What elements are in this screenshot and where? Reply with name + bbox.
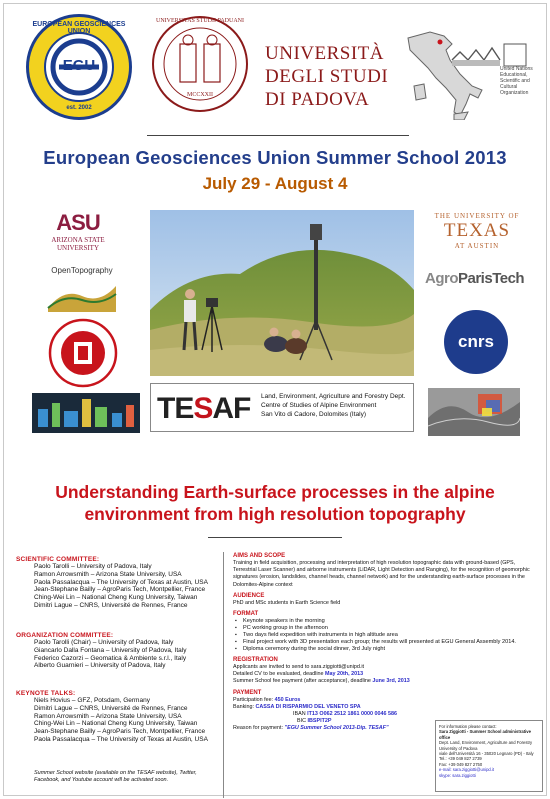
info-line: Tel.: +39 049 827 2739 — [439, 756, 482, 762]
ut-bottom: AT AUSTIN — [454, 242, 500, 250]
main-title-line-2: environment from high resolution topography — [84, 504, 466, 524]
tesaf-logo-c: AF — [212, 392, 251, 425]
ut-austin-logo — [432, 212, 522, 250]
footer-note: Summer School website (available on the TESAF website), Twitter, Facebook, and Youtube account will be activated soon. — [34, 770, 197, 783]
info-line: For information please contact: — [439, 724, 497, 729]
format-heading: FORMAT — [233, 611, 259, 618]
payment-iban — [233, 711, 433, 718]
scientific-committee — [16, 556, 221, 610]
list-item: Jean-Stephane Bailly – AgroParis Tech, Montpellier, France — [34, 586, 206, 594]
asu-logo — [48, 210, 108, 265]
registration-line-1: Applicants are invited to send to sara.ziggiotti@unipd.it — [233, 664, 365, 671]
university-line-1: UNIVERSITÀ — [265, 43, 384, 64]
ncku-seal — [48, 318, 118, 388]
banking-label: Banking: — [233, 703, 256, 710]
registration-line-2 — [233, 671, 538, 678]
list-item: ▪ Diploma ceremony during the social dinner, 3rd July night — [233, 646, 538, 653]
info-line: University of Padova — [439, 745, 478, 751]
main-title — [0, 481, 550, 525]
tesaf-line-1: Land, Environment, Agriculture and Forestry Dept. — [261, 393, 406, 400]
fee-value: 450 Euros — [274, 696, 301, 703]
keynote-talks-list — [16, 697, 221, 744]
list-item: Giancarlo Dalla Fontana – University of Padova, Italy — [34, 646, 187, 654]
padova-seal — [150, 14, 250, 114]
reason-value: "EGU Summer School 2013-Dip. TESAF" — [284, 725, 389, 732]
info-line: viale dell'Università 16 - 35020 Legnaro (PD) - Italy — [439, 751, 534, 757]
registration-text — [233, 664, 538, 686]
aims-heading: AIMS AND SCOPE — [233, 553, 286, 559]
list-item: Federico Cazorzi – Geomatica & Ambiente s.r.l., Italy — [34, 654, 187, 662]
header-divider — [147, 135, 409, 136]
list-item: Paola Passalacqua – The University of Texas at Austin, USA — [34, 735, 208, 743]
tesaf-logo — [157, 392, 250, 426]
payment-banking — [233, 704, 433, 711]
iban-value: IT13 O062 2512 1861 0000 0046 586 — [307, 711, 398, 718]
keynote-talks-heading: KEYNOTE TALKS: — [16, 690, 76, 697]
egu-logo-mark: EGU — [62, 57, 96, 74]
list-item: Jean-Stephane Bailly – AgroParis Tech, Montpellier, France — [34, 728, 206, 736]
lidar-city-image — [32, 393, 140, 433]
aims-text: Training in field acquisition, processing and interpretation of high resolution topographic data with ground-based (GPS, Terrestrial Laser Scanner) and airborne instruments (LiDAR, Light Detection and Ranging), for the recognition of geomorphic signatures (erosion, landslides, channel heads, channel network) and for the understanding earth-surface processes in the Dolomites-Alpine context — [233, 560, 530, 588]
fee-label: Participation fee: — [233, 696, 275, 703]
list-item: Alberto Guarnieri – University of Padova, Italy — [34, 662, 166, 670]
info-line: Sara Ziggiotti - Summer School administrative office — [439, 729, 531, 740]
list-item: Paola Passalacqua – The University of Texas at Austin, USA — [34, 578, 208, 586]
reason-label: Reason for payment: — [233, 725, 285, 732]
payment-bic — [233, 718, 433, 725]
field-photo — [150, 210, 414, 376]
format-list — [233, 618, 538, 653]
bic-label: BIC — [297, 718, 308, 725]
main-title-line-1: Understanding Earth-surface processes in the alpine — [55, 482, 495, 502]
list-item: ▪ Keynote speakers in the morning — [233, 618, 538, 625]
info-line: Dept. Land, Environment, Agriculture and Forestry — [439, 740, 533, 746]
organization-committee-list — [16, 639, 221, 670]
bic-value: IBSPIT2P — [307, 718, 332, 725]
list-item: Dimitri Lague – CNRS, Université de Rennes, France — [34, 704, 188, 712]
list-item: Paolo Tarolli – University of Padova, Italy — [34, 563, 152, 570]
asu-line-1: ARIZONA STATE — [51, 236, 105, 244]
info-email[interactable]: e-mail: sara.ziggiotti@unipd.it — [439, 767, 494, 773]
opentopography-logo — [42, 268, 122, 316]
list-item: ▪ Final project work with 3D presentation each group; the results will presented at EGU General Assembly 2014. — [233, 639, 538, 646]
tesaf-logo-b: S — [193, 392, 213, 425]
tesaf-info — [261, 392, 406, 419]
university-name — [265, 42, 388, 111]
tesaf-logo-a: TE — [157, 392, 194, 425]
university-line-2: DEGLI STUDI — [265, 66, 389, 87]
opentopography-label: OpenTopography — [51, 266, 113, 275]
dem-image — [428, 388, 520, 436]
registration-line-3 — [233, 678, 538, 685]
payment-text — [233, 697, 433, 733]
list-item: Ramon Arrowsmith – Arizona State University, USA — [34, 712, 182, 720]
egu-logo-est: est. 2002 — [66, 105, 92, 111]
list-item: Niels Hovius – GFZ, Potsdam, Germany — [34, 697, 150, 704]
cnrs-logo: cnrs — [444, 310, 508, 374]
list-item: ▪ Two days field expedition with instruments in high altitude area — [233, 632, 538, 639]
university-line-3: DI PADOVA — [265, 89, 370, 110]
list-item: Ching-Wei Lin – National Cheng Kung University, Taiwan — [34, 594, 198, 602]
registration-line-3-text: Summer School fee payment (after acceptance), deadline — [233, 678, 373, 685]
iban-label: IBAN — [293, 711, 308, 718]
egu-logo — [26, 14, 132, 120]
ut-main: TEXAS — [443, 220, 511, 241]
audience-heading: AUDIENCE — [233, 592, 265, 599]
list-item: Paolo Tarolli (Chair) – University of Padova, Italy — [34, 639, 174, 646]
payment-heading: PAYMENT — [233, 689, 262, 696]
audience-text: PhD and MSc students in Earth Science field — [233, 599, 341, 606]
unesco-caption: United Nations Educational, Scientific and Cultural Organization — [500, 66, 533, 96]
organization-committee-heading: ORGANIZATION COMMITTEE: — [16, 632, 114, 639]
details-column — [233, 553, 538, 733]
list-item: ▪ PC working group in the afternoon — [233, 625, 538, 632]
ut-top: THE UNIVERSITY OF — [434, 212, 520, 220]
asu-mark: ASU — [56, 210, 100, 235]
contact-info-box — [435, 720, 543, 792]
keynote-talks — [16, 690, 221, 744]
school-title: European Geosciences Union Summer School 2013 — [43, 147, 507, 168]
asu-line-2: UNIVERSITY — [57, 244, 99, 252]
cv-deadline: May 20th, 2013 — [325, 671, 364, 678]
agroparistech-a: Agro — [425, 270, 458, 287]
tesaf-line-3: San Vito di Cadore, Dolomites (Italy) — [261, 411, 367, 418]
list-item: Ramon Arrowsmith – Arizona State University, USA — [34, 570, 182, 578]
info-line: Fax: +39 049 827 2750 — [439, 761, 483, 767]
registration-heading: REGISTRATION — [233, 657, 278, 664]
scientific-committee-list — [16, 563, 221, 610]
agroparistech-logo — [425, 270, 530, 287]
payment-fee — [233, 697, 433, 704]
info-skype: skype: sara.ziggiotti — [439, 772, 476, 778]
scientific-committee-heading: SCIENTIFIC COMMITTEE: — [16, 556, 100, 563]
padova-seal-year: MCCXXII — [186, 92, 213, 98]
list-item: Ching-Wei Lin – National Cheng Kung University, Taiwan — [34, 720, 198, 728]
payment-reason — [233, 725, 433, 732]
organization-committee — [16, 632, 221, 670]
school-dates: July 29 - August 4 — [202, 174, 348, 193]
registration-line-2-text: Detailed CV to be evaluated, deadline — [233, 671, 326, 678]
padova-seal-text: UNIVERSITAS STUDII PADUANI — [156, 18, 244, 24]
tesaf-line-2: Centre of Studies of Alpine Environment — [261, 402, 377, 409]
tesaf-box — [150, 383, 414, 432]
fee-deadline: June 3rd, 2013 — [372, 678, 410, 685]
column-divider — [223, 552, 224, 798]
egu-logo-text: EUROPEAN GEOSCIENCES UNION — [32, 21, 126, 35]
banking-value: CASSA DI RISPARMIO DEL VENETO SPA — [255, 703, 361, 710]
title-divider — [208, 537, 342, 538]
list-item: Dimitri Lague – CNRS, Université de Rennes, France — [34, 601, 188, 609]
agroparistech-b: ParisTech — [458, 270, 525, 287]
